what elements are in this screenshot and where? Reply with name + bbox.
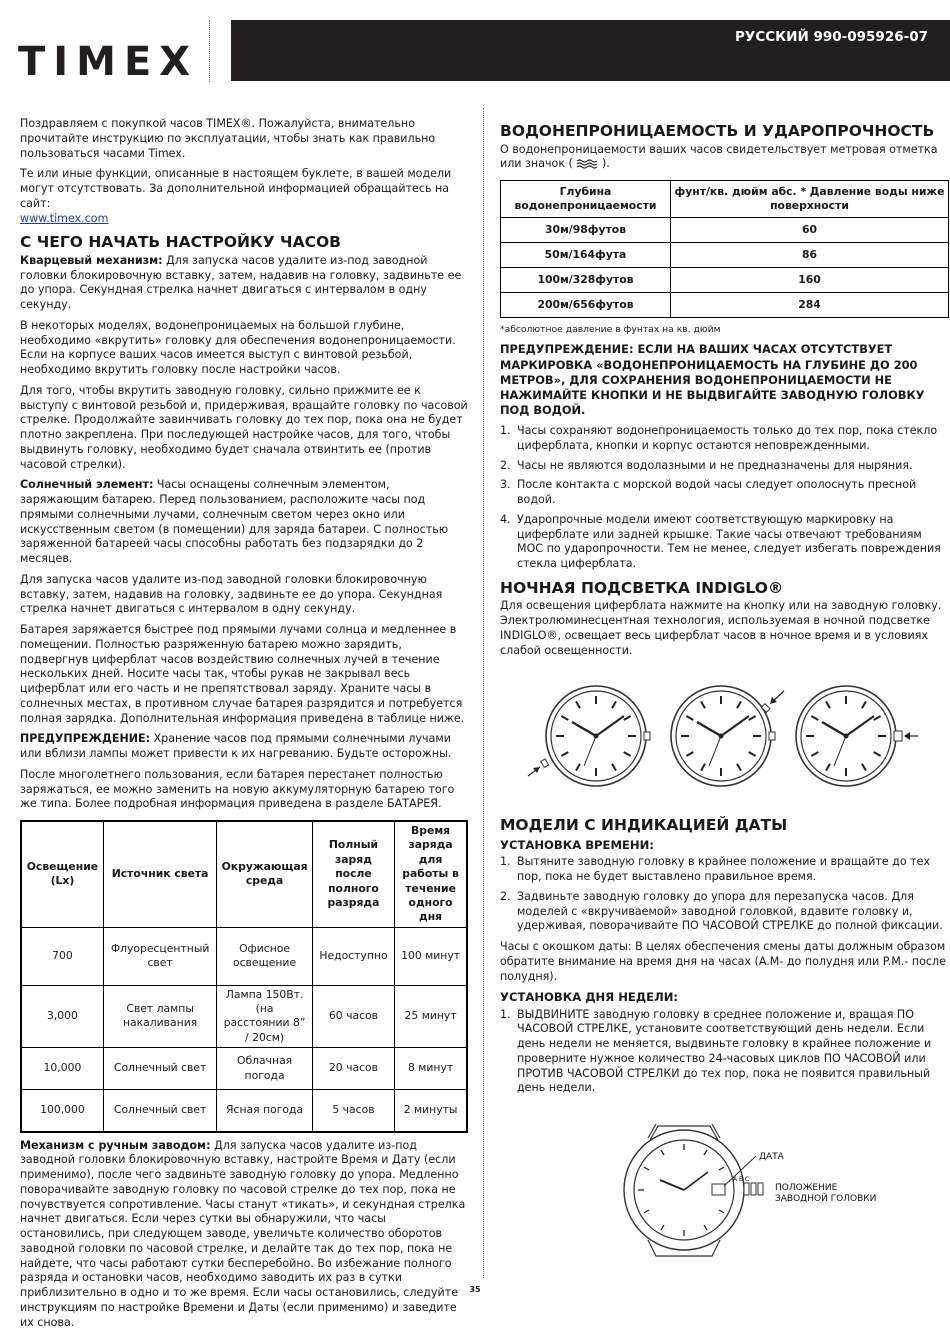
table-header: Источник света: [103, 821, 217, 927]
table-header: Освещение (Lx): [21, 821, 103, 927]
table-cell: Флуоресцентный свет: [103, 927, 217, 985]
date-label: ДАТА: [759, 1152, 784, 1163]
list-item: 1. Вытяните заводную головку в крайнее положение и вращайте до тех пор, пока не будет выставлено правильное время.: [500, 855, 931, 883]
set-day-heading: УСТАНОВКА ДНЯ НЕДЕЛИ:: [500, 990, 679, 1005]
watch-icon: [796, 686, 918, 786]
table-cell: 20 часов: [312, 1048, 394, 1090]
table-cell: Солнечный свет: [103, 1090, 217, 1132]
header-bar: [231, 20, 950, 81]
table-row: [21, 1090, 467, 1132]
table-cell: Лампа 150Вт. (на расстоянии 8” / 20см): [217, 985, 312, 1047]
date-watch-illustration: [620, 1120, 900, 1260]
table-header: фунт/кв. дюйм абс. * Давление воды ниже поверхности: [671, 181, 949, 218]
table-cell: Недоступно: [312, 927, 394, 985]
list-item: 1. ВЫДВИНИТЕ заводную головку в среднее положение и, вращая ПО ЧАСОВОЙ СТРЕЛКЕ, установите соответствующий день недели. Если день недели не меняется, выдвиньте головку в крайнее положение и проверните нужное количество 24-часовых циклов ПО ЧАСОВОЙ или ПРОТИВ ЧАСОВОЙ СТРЕЛКИ до тех пор, пока не появится правильный день недели.: [500, 1007, 932, 1095]
table-header: Полный заряд после полного разряда: [312, 821, 394, 927]
table-cell: 284: [671, 293, 949, 318]
timex-website-link[interactable]: www.timex.com: [20, 211, 109, 225]
solar-paragraph: Солнечный элемент: Часы оснащены солнечным элементом, заряжающим батарею. Перед пользованием, расположите часы под прямыми солнечными лучами, солнечным светом через окно или искусственным светом (в помещении) для заряда батареи. С полностью заряженной батареей часы способны работать без подзарядки до 2 месяцев.: [20, 478, 449, 566]
table-row: [501, 218, 949, 243]
table-row: [501, 268, 949, 293]
table-cell: 100 минут: [395, 927, 467, 985]
table-row: [21, 985, 467, 1047]
watch-icon: [671, 686, 784, 786]
table-cell: Офисное освещение: [217, 927, 312, 985]
set-time-heading: УСТАНОВКА ВРЕМЕНИ:: [500, 837, 654, 852]
logo-separator: [209, 20, 210, 82]
set-day-list: [500, 1008, 950, 1097]
light-charge-table: [20, 820, 468, 1132]
date-window-paragraph: Часы с окошком даты: В целях обеспечения смены даты должным образом обратите внимание на время дня на часах (A.M- до полудня или P.M.- после полудня).: [500, 940, 946, 983]
table-row: [501, 243, 949, 268]
table-cell: 10,000: [21, 1048, 103, 1090]
intro-paragraph-2: Те или иные функции, описанные в настоящем буклете, в вашей модели могут отсутствовать. За дополнительной информацией обращайтесь на сайт: www.timex.com: [20, 167, 452, 225]
water-waves-icon: [576, 159, 598, 169]
screw-crown-paragraph-2: Для того, чтобы вкрутить заводную головку, сильно прижмите ее к выступу с винтовой резьбой и, придерживая, вращайте головку по часовой стрелке. Продолжайте завинчивать головку до тех пор, пока она не будет плотно закреплена. При последующей настройке часов, для того, чтобы выдвинуть головку, необходимо будет сначала отвинтить ее (против часовой стрелки).: [20, 383, 468, 471]
crown-position-label-2: ЗАВОДНОЙ ГОЛОВКИ: [775, 1194, 877, 1205]
table-cell: 200м/656футов: [501, 293, 671, 318]
table-cell: 50м/164фута: [501, 243, 671, 268]
table-cell: Ясная погода: [217, 1090, 312, 1132]
screw-crown-paragraph: В некоторых моделях, водонепроницаемых на большой глубине, необходимо «вкрутить» головку для обеспечения водонепроницаемости. Если на корпусе ваших часов имеется выступ с винтовой резьбой, необходимо вкрутить головку после настройки часов.: [20, 318, 456, 377]
table-cell: Солнечный свет: [103, 1048, 217, 1090]
column-divider: [483, 108, 484, 1278]
warning-paragraph: ПРЕДУПРЕЖДЕНИЕ: Хранение часов под прямыми солнечными лучами или вблизи лампы может привести к их нагреванию. Будьте осторожны.: [20, 732, 452, 761]
indiglo-heading: НОЧНАЯ ПОДСВЕТКА INDIGLO®: [500, 578, 784, 597]
water-resistance-heading: ВОДОНЕПРОНИЦАЕМОСТЬ И УДАРОПРОЧНОСТЬ: [500, 122, 935, 140]
table-cell: 8 минут: [395, 1048, 467, 1090]
table-row: [21, 927, 467, 985]
table-cell: 100м/328футов: [501, 268, 671, 293]
table-header-row: [21, 821, 467, 927]
list-item: 2. Задвиньте заводную головку до упора для перезапуска часов. Для моделей с «вкручиваемой» заводной головкой, вдавите головку и, удерживая, поворачивайте ПО ЧАСОВОЙ СТРЕЛКЕ до полной фиксации.: [500, 889, 943, 933]
right-column: [500, 117, 950, 1265]
table-cell: 100,000: [21, 1090, 103, 1132]
table-cell: Свет лампы накаливания: [103, 985, 217, 1047]
date-models-heading: МОДЕЛИ С ИНДИКАЦИЕЙ ДАТЫ: [500, 816, 788, 835]
table-cell: 86: [671, 243, 949, 268]
list-item: 3. После контакта с морской водой часы следует ополоснуть пресной водой.: [500, 478, 917, 507]
table-cell: 60 часов: [312, 985, 394, 1047]
table-row: [501, 293, 949, 318]
table-cell: 5 часов: [312, 1090, 394, 1132]
table-cell: 700: [21, 927, 103, 985]
solar-charge-paragraph: Батарея заряжается быстрее под прямыми лучами солнца и медленнее в помещении. Полностью разряженную батарею можно зарядить, подвергнув циферблат часов воздействию солнечных лучей в течение нескольких дней. Носите часы так, чтобы рукав не закрывал весь циферблат или его часть и не препятствовал заряду. Храните часы в солнечных местах, в противном случае батарея разрядится и потребуется полная зарядка. Дополнительная информация приведена в таблице ниже.: [20, 623, 465, 725]
setup-heading: С ЧЕГО НАЧАТЬ НАСТРОЙКУ ЧАСОВ: [20, 233, 341, 252]
intro-paragraph: Поздравляем с покупкой часов TIMEX®. Пожалуйста, внимательно прочитайте инструкцию по эксплуатации, чтобы знать как правильно пользоваться часами Timex.: [20, 117, 436, 160]
crown-abc-label: A B C: [733, 1176, 750, 1184]
table-cell: 25 минут: [395, 985, 467, 1047]
battery-replace-paragraph: После многолетнего пользования, если батарея перестанет полностью заряжаться, ее можно заменить на новую аккумуляторную батарею того же типа. Более подробная информация приведена в разделе БАТАРЕЯ.: [20, 767, 455, 811]
list-item: 2. Часы не являются водолазными и не предназначены для ныряния.: [500, 458, 913, 472]
timex-logo: TIMEX: [18, 39, 199, 85]
water-pressure-table: [500, 180, 949, 318]
indiglo-watches-illustration: [526, 676, 926, 796]
water-intro: О водонепроницаемости ваших часов свидетельствует метровая отметка или значок ( ).: [500, 142, 938, 171]
table-cell: 2 минуты: [395, 1090, 467, 1132]
watch-icon: [528, 686, 650, 786]
indiglo-paragraph: Для освещения циферблата нажмите на кнопку или на заводную головку. Электролюминесцентная технология, используемая в ночной подсветке INDIGLO®, освещает весь циферблат часов в ночное время и в условиях слабой освещенности.: [500, 599, 942, 657]
table-header: Окружающая среда: [217, 821, 312, 927]
table-header: Глубина водонепроницаемости: [501, 181, 671, 218]
table-cell: 3,000: [21, 985, 103, 1047]
list-item: 1. Часы сохраняют водонепроницаемость только до тех пор, пока стекло циферблата, кнопки и корпус остаются неповрежденными.: [500, 424, 938, 452]
table-cell: 160: [671, 268, 949, 293]
quartz-paragraph: Кварцевый механизм: Для запуска часов удалите из-под заводной головки блокировочную вставку, затем, надавив на головку, задвиньте ее до упора. Секундная стрелка начнет двигаться с интервалом в одну секунду.: [20, 253, 462, 312]
table-cell: 30м/98футов: [501, 218, 671, 243]
crown-position-label: ПОЛОЖЕНИЕ: [775, 1183, 838, 1194]
solar-start-paragraph: Для запуска часов удалите из-под заводной головки блокировочную вставку, затем, надавив на головку, задвиньте ее до упора. Секундная стрелка начнет двигаться с интервалом в одну секунду.: [20, 572, 443, 616]
table-cell: Облачная погода: [217, 1048, 312, 1090]
table-cell: 60: [671, 218, 949, 243]
manual-wind-paragraph: Механизм с ручным заводом: Для запуска часов удалите из-под заводной головки блокировочную вставку, настройте Время и Дату (если применимо), после чего задвиньте заводную головку до упора. Медленно поворачивайте заводную головку по часовой стрелке до тех пор, пока не почувствуется сопротивление. Часы станут «тикать», и секундная стрелка начнет двигаться. Если через сутки вы обнаружили, что часы остановились, при следующем заводе, увеличьте количество оборотов заводной головки по часовой стрелке, и делайте так до тех пор, пока не найдете, что часы работают сутки бесперебойно. Во избежание полного разряда и остановки часов, необходимо заводить их раз в сутки приблизительно в одно и то же время. Если часы остановились, следуйте инструкциям по настройке Времени и Даты (если применимо) и заведите их снова.: [20, 1138, 466, 1329]
page-number: 35: [469, 1285, 481, 1294]
table-header-row: [501, 181, 949, 218]
left-column: [20, 117, 468, 1336]
list-item: 4. Ударопрочные модели имеют соответствующую маркировку на циферблате или задней крышке. Такие часы отвечают требованиям MOC по ударопрочности. Тем не менее, следует избегать повреждения стекла циферблата.: [500, 512, 941, 571]
table-row: [21, 1048, 467, 1090]
water-warning: ПРЕДУПРЕЖДЕНИЕ: ЕСЛИ НА ВАШИХ ЧАСАХ ОТСУТСТВУЕТ МАРКИРОВКА «ВОДОНЕПРОНИЦАЕМОСТЬ НА ГЛУБИНЕ ДО 200 МЕТРОВ», ДЛЯ СОХРАНЕНИЯ ВОДОНЕПРОНИЦАЕМОСТИ НЕ НАЖИМАЙТЕ КНОПКИ И НЕ ВЫДВИГАЙТЕ ЗАВОДНУЮ ГОЛОВКУ ПОД ВОДОЙ.: [500, 342, 925, 417]
set-time-list: [500, 855, 950, 934]
water-footnote: *абсолютное давление в фунтах на кв. дюйм: [500, 324, 721, 336]
language-code: РУССКИЙ 990-095926-07: [735, 29, 928, 45]
table-header: Время заряда для работы в течение одного дня: [395, 821, 467, 927]
water-list: [500, 424, 950, 572]
